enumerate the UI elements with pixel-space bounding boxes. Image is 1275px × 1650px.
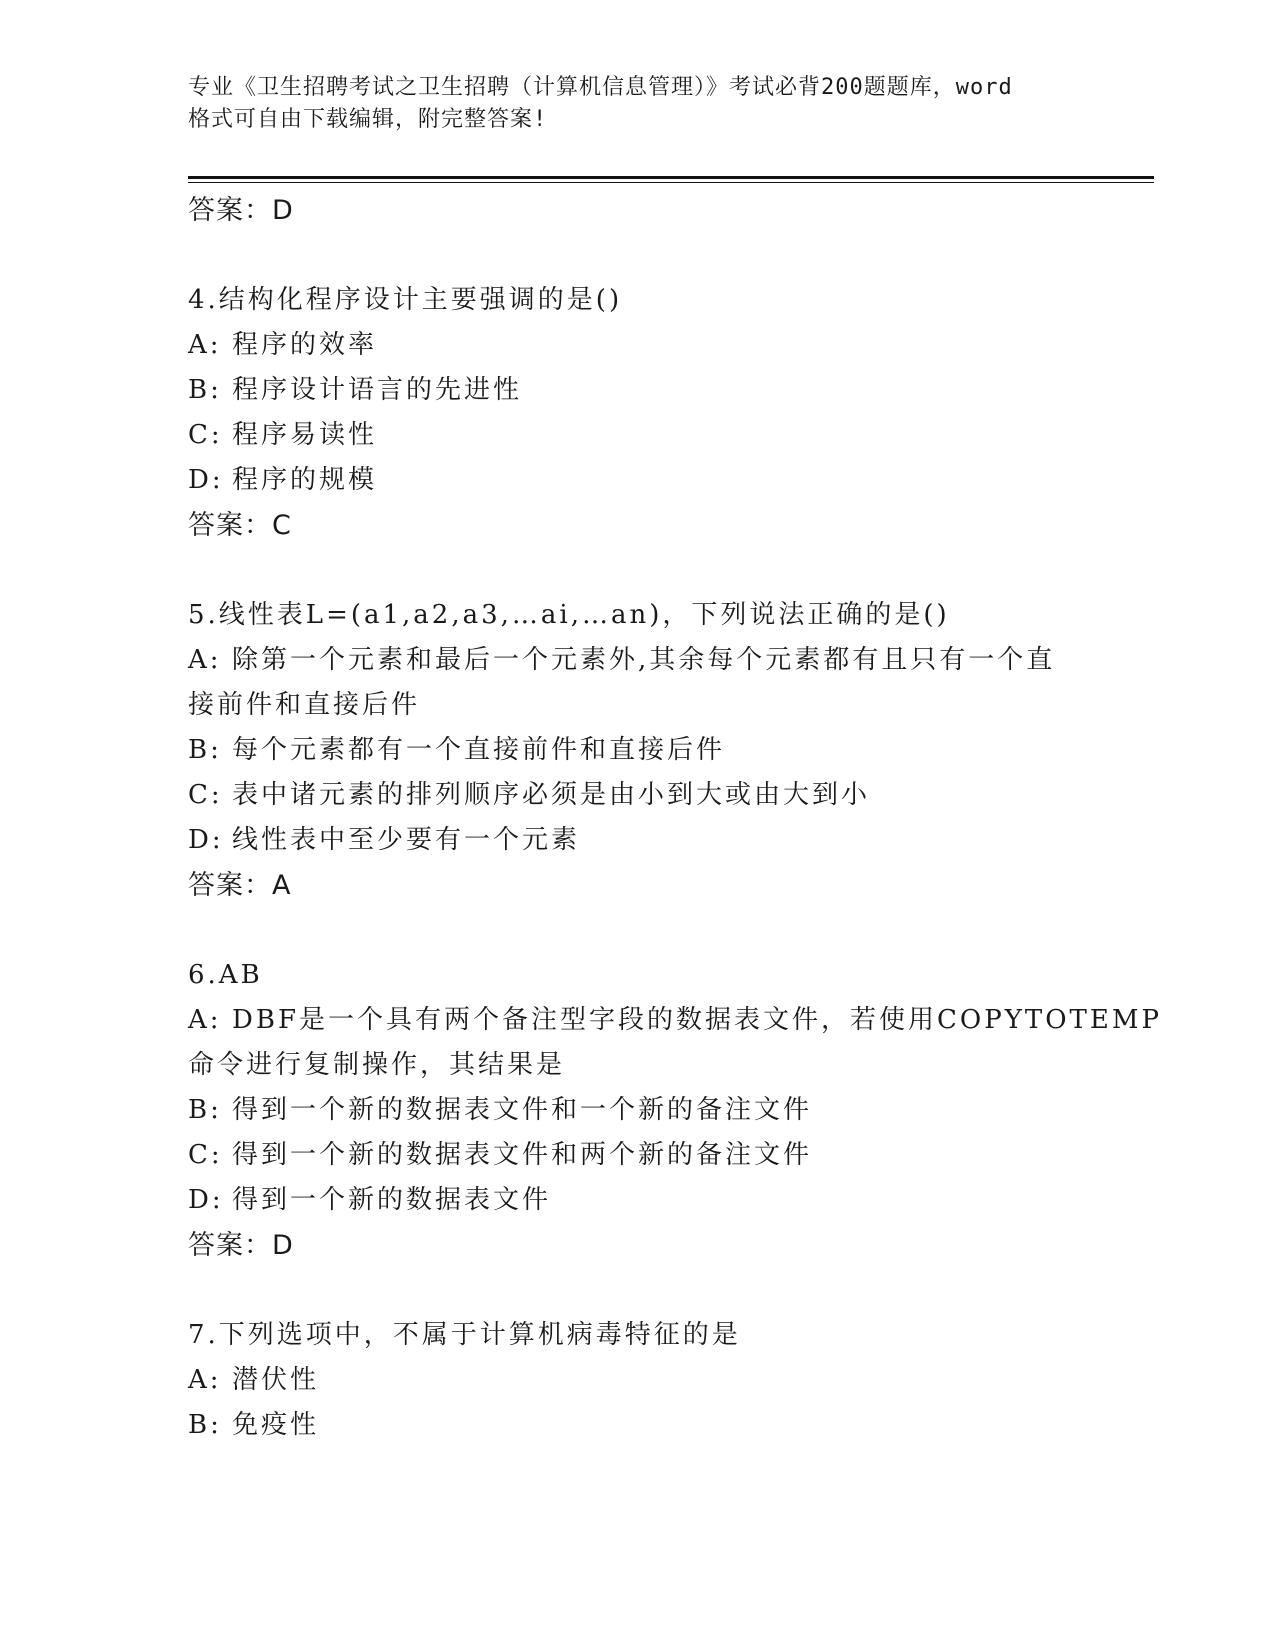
option-6-c xyxy=(188,1133,1088,1178)
option-text: 免疫性 xyxy=(232,1410,320,1440)
answer-value: C xyxy=(272,510,292,541)
answer-line-5 xyxy=(188,863,1088,909)
option-6-b xyxy=(188,1088,1088,1133)
answer-value: D xyxy=(272,195,294,226)
header-rule-thick xyxy=(188,176,1154,179)
question-stem-7: 7.下列选项中，不属于计算机病毒特征的是 xyxy=(188,1320,741,1350)
option-text: 每个元素都有一个直接前件和直接后件 xyxy=(232,735,726,765)
option-text: 得到一个新的数据表文件和一个新的备注文件 xyxy=(232,1095,813,1125)
header-rule-thin xyxy=(188,182,1154,183)
option-text: 程序的规模 xyxy=(232,465,378,495)
option-7-b xyxy=(188,1403,1088,1448)
option-text: DBF是一个具有两个备注型字段的数据表文件，若使用COPYTOTEMP xyxy=(232,1005,1162,1035)
option-7-a xyxy=(188,1358,1088,1403)
option-label: D: xyxy=(188,825,224,855)
option-6-d xyxy=(188,1178,1088,1223)
answer-value: A xyxy=(272,870,292,901)
option-label: A: xyxy=(188,1005,222,1035)
answer-line-prev xyxy=(188,188,1088,234)
option-5-c xyxy=(188,773,1088,818)
question-stem-4: 4.结构化程序设计主要强调的是() xyxy=(188,285,623,315)
option-text: 程序易读性 xyxy=(232,420,378,450)
option-5-a xyxy=(188,638,1088,683)
option-label: A: xyxy=(188,645,222,675)
option-label: D: xyxy=(188,1185,224,1215)
option-4-c xyxy=(188,413,1088,458)
option-6-a xyxy=(188,998,1162,1043)
option-text: 除第一个元素和最后一个元素外,其余每个元素都有且只有一个直 xyxy=(232,645,1056,675)
header-line-1: 专业《卫生招聘考试之卫生招聘（计算机信息管理）》考试必背200题题库，word xyxy=(188,75,1013,100)
answer-label: 答案： xyxy=(188,195,272,226)
option-text: 程序设计语言的先进性 xyxy=(232,375,523,405)
option-text: 得到一个新的数据表文件和两个新的备注文件 xyxy=(232,1140,813,1170)
option-label: C: xyxy=(188,1140,223,1170)
answer-value: D xyxy=(272,1230,294,1261)
option-text: 程序的效率 xyxy=(232,330,378,360)
option-label: C: xyxy=(188,780,223,810)
option-label: A: xyxy=(188,1365,222,1395)
option-label: B: xyxy=(188,735,222,765)
question-stem-5: 5.线性表L=(a1,a2,a3,…ai,…an)，下列说法正确的是() xyxy=(188,600,950,630)
option-4-b xyxy=(188,368,1088,413)
header-line-2: 格式可自由下载编辑，附完整答案! xyxy=(188,107,548,132)
option-label: D: xyxy=(188,465,224,495)
option-5-d xyxy=(188,818,1088,863)
option-4-d xyxy=(188,458,1088,503)
option-label: B: xyxy=(188,1410,222,1440)
option-6-a-continued: 命令进行复制操作，其结果是 xyxy=(188,1050,566,1080)
option-5-b xyxy=(188,728,1088,773)
option-label: B: xyxy=(188,1095,222,1125)
option-4-a xyxy=(188,323,1088,368)
option-label: B: xyxy=(188,375,222,405)
option-label: C: xyxy=(188,420,223,450)
option-text: 得到一个新的数据表文件 xyxy=(232,1185,552,1215)
document-header xyxy=(188,72,1088,136)
answer-line-4 xyxy=(188,503,1088,549)
question-stem-6: 6.AB xyxy=(188,960,263,990)
answer-label: 答案： xyxy=(188,1230,272,1261)
option-label: A: xyxy=(188,330,222,360)
option-text: 潜伏性 xyxy=(232,1365,320,1395)
option-text: 表中诸元素的排列顺序必须是由小到大或由大到小 xyxy=(232,780,871,810)
question-content xyxy=(188,188,1162,1448)
option-5-a-continued: 接前件和直接后件 xyxy=(188,690,421,720)
answer-label: 答案： xyxy=(188,870,272,901)
answer-line-6 xyxy=(188,1223,1088,1269)
option-text: 线性表中至少要有一个元素 xyxy=(232,825,581,855)
answer-label: 答案： xyxy=(188,510,272,541)
